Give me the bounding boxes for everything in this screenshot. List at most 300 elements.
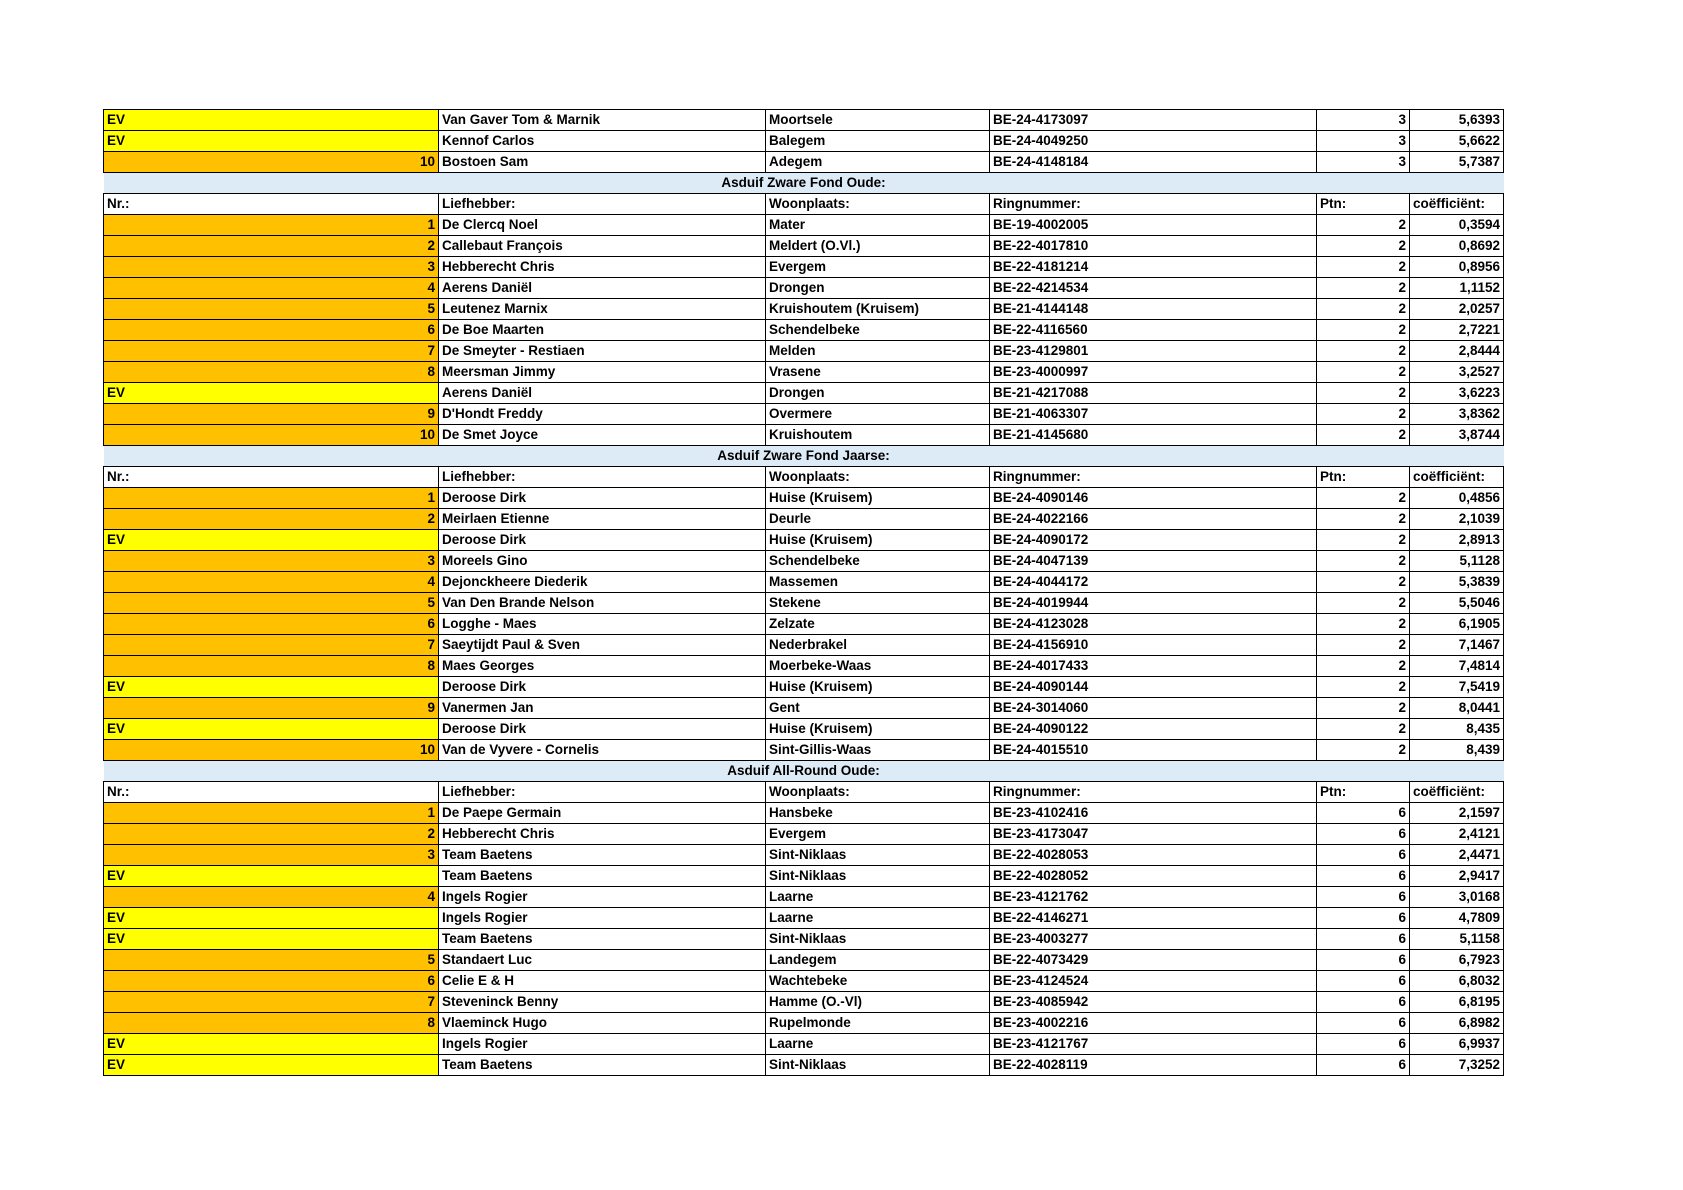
points-cell: 2	[1317, 236, 1410, 257]
rank-cell: 10	[104, 425, 439, 446]
ring-number-cell: BE-21-4144148	[990, 299, 1317, 320]
points-cell: 2	[1317, 215, 1410, 236]
table-row	[104, 404, 1504, 425]
rank-cell: 4	[104, 887, 439, 908]
city-cell: Deurle	[766, 509, 990, 530]
fancier-name-cell: Van de Vyvere - Cornelis	[439, 740, 766, 761]
rank-cell: 4	[104, 278, 439, 299]
city-cell: Huise (Kruisem)	[766, 530, 990, 551]
fancier-name-cell: Maes Georges	[439, 656, 766, 677]
fancier-name-cell: Deroose Dirk	[439, 677, 766, 698]
city-cell: Kruishoutem	[766, 425, 990, 446]
points-cell: 2	[1317, 719, 1410, 740]
table-row	[104, 866, 1504, 887]
ring-number-cell: BE-21-4145680	[990, 425, 1317, 446]
ring-number-cell: BE-24-4090172	[990, 530, 1317, 551]
header-coefficient: coëfficiënt:	[1410, 782, 1504, 803]
table-row	[104, 509, 1504, 530]
fancier-name-cell: Callebaut François	[439, 236, 766, 257]
ring-number-cell: BE-22-4017810	[990, 236, 1317, 257]
fancier-name-cell: Standaert Luc	[439, 950, 766, 971]
rank-cell: EV	[104, 866, 439, 887]
fancier-name-cell: Bostoen Sam	[439, 152, 766, 173]
city-cell: Balegem	[766, 131, 990, 152]
points-cell: 6	[1317, 992, 1410, 1013]
points-cell: 2	[1317, 341, 1410, 362]
city-cell: Vrasene	[766, 362, 990, 383]
table-row	[104, 1013, 1504, 1034]
rank-cell: 9	[104, 698, 439, 719]
coefficient-cell: 7,3252	[1410, 1055, 1504, 1076]
table-row	[104, 572, 1504, 593]
ring-number-cell: BE-24-4156910	[990, 635, 1317, 656]
city-cell: Adegem	[766, 152, 990, 173]
coefficient-cell: 5,1128	[1410, 551, 1504, 572]
fancier-name-cell: Van Gaver Tom & Marnik	[439, 110, 766, 131]
ring-number-cell: BE-24-4047139	[990, 551, 1317, 572]
coefficient-cell: 2,0257	[1410, 299, 1504, 320]
points-cell: 2	[1317, 299, 1410, 320]
header-woonplaats: Woonplaats:	[766, 194, 990, 215]
table-row	[104, 425, 1504, 446]
table-row	[104, 152, 1504, 173]
city-cell: Laarne	[766, 908, 990, 929]
ring-number-cell: BE-24-4090146	[990, 488, 1317, 509]
header-ringnummer: Ringnummer:	[990, 782, 1317, 803]
points-cell: 2	[1317, 362, 1410, 383]
rank-cell: 2	[104, 509, 439, 530]
rank-cell: 8	[104, 656, 439, 677]
rank-cell: 10	[104, 740, 439, 761]
rank-cell: EV	[104, 383, 439, 404]
rank-cell: 6	[104, 320, 439, 341]
ring-number-cell: BE-24-4123028	[990, 614, 1317, 635]
fancier-name-cell: Steveninck Benny	[439, 992, 766, 1013]
fancier-name-cell: Team Baetens	[439, 1055, 766, 1076]
ring-number-cell: BE-22-4214534	[990, 278, 1317, 299]
rank-cell: 1	[104, 215, 439, 236]
coefficient-cell: 8,435	[1410, 719, 1504, 740]
ring-number-cell: BE-22-4181214	[990, 257, 1317, 278]
city-cell: Wachtebeke	[766, 971, 990, 992]
city-cell: Sint-Niklaas	[766, 1055, 990, 1076]
section-title-row	[104, 173, 1504, 194]
points-cell: 2	[1317, 278, 1410, 299]
coefficient-cell: 3,8362	[1410, 404, 1504, 425]
coefficient-cell: 0,8956	[1410, 257, 1504, 278]
table-row	[104, 236, 1504, 257]
city-cell: Drongen	[766, 278, 990, 299]
rank-cell: EV	[104, 1055, 439, 1076]
points-cell: 6	[1317, 1013, 1410, 1034]
city-cell: Evergem	[766, 824, 990, 845]
points-cell: 2	[1317, 698, 1410, 719]
rank-cell: 5	[104, 593, 439, 614]
coefficient-cell: 4,7809	[1410, 908, 1504, 929]
coefficient-cell: 6,8195	[1410, 992, 1504, 1013]
table-row	[104, 257, 1504, 278]
points-cell: 2	[1317, 257, 1410, 278]
coefficient-cell: 2,9417	[1410, 866, 1504, 887]
rank-cell: 3	[104, 845, 439, 866]
points-cell: 2	[1317, 740, 1410, 761]
fancier-name-cell: Deroose Dirk	[439, 530, 766, 551]
points-cell: 2	[1317, 593, 1410, 614]
results-table	[103, 109, 1504, 1076]
ring-number-cell: BE-24-4090122	[990, 719, 1317, 740]
city-cell: Huise (Kruisem)	[766, 719, 990, 740]
ring-number-cell: BE-23-4102416	[990, 803, 1317, 824]
fancier-name-cell: Vlaeminck Hugo	[439, 1013, 766, 1034]
city-cell: Gent	[766, 698, 990, 719]
table-row	[104, 635, 1504, 656]
coefficient-cell: 2,8444	[1410, 341, 1504, 362]
coefficient-cell: 3,0168	[1410, 887, 1504, 908]
rank-cell: 7	[104, 635, 439, 656]
points-cell: 2	[1317, 677, 1410, 698]
ring-number-cell: BE-24-4148184	[990, 152, 1317, 173]
points-cell: 2	[1317, 320, 1410, 341]
points-cell: 2	[1317, 551, 1410, 572]
rank-cell: 6	[104, 614, 439, 635]
rank-cell: EV	[104, 929, 439, 950]
header-coefficient: coëfficiënt:	[1410, 194, 1504, 215]
ring-number-cell: BE-22-4073429	[990, 950, 1317, 971]
fancier-name-cell: Deroose Dirk	[439, 488, 766, 509]
city-cell: Nederbrakel	[766, 635, 990, 656]
ring-number-cell: BE-24-4173097	[990, 110, 1317, 131]
ring-number-cell: BE-24-4017433	[990, 656, 1317, 677]
points-cell: 6	[1317, 929, 1410, 950]
coefficient-cell: 2,4121	[1410, 824, 1504, 845]
coefficient-cell: 0,8692	[1410, 236, 1504, 257]
rank-cell: 2	[104, 236, 439, 257]
fancier-name-cell: Vanermen Jan	[439, 698, 766, 719]
points-cell: 6	[1317, 908, 1410, 929]
fancier-name-cell: Meirlaen Etienne	[439, 509, 766, 530]
coefficient-cell: 1,1152	[1410, 278, 1504, 299]
fancier-name-cell: Van Den Brande Nelson	[439, 593, 766, 614]
rank-cell: 3	[104, 257, 439, 278]
city-cell: Mater	[766, 215, 990, 236]
coefficient-cell: 2,4471	[1410, 845, 1504, 866]
coefficient-cell: 5,5046	[1410, 593, 1504, 614]
coefficient-cell: 5,1158	[1410, 929, 1504, 950]
ring-number-cell: BE-22-4146271	[990, 908, 1317, 929]
rank-cell: EV	[104, 530, 439, 551]
points-cell: 2	[1317, 383, 1410, 404]
ring-number-cell: BE-22-4028053	[990, 845, 1317, 866]
city-cell: Drongen	[766, 383, 990, 404]
ring-number-cell: BE-23-4000997	[990, 362, 1317, 383]
header-nr: Nr.:	[104, 194, 439, 215]
coefficient-cell: 3,2527	[1410, 362, 1504, 383]
fancier-name-cell: Moreels Gino	[439, 551, 766, 572]
coefficient-cell: 7,4814	[1410, 656, 1504, 677]
points-cell: 6	[1317, 950, 1410, 971]
rank-cell: 5	[104, 299, 439, 320]
header-ptn: Ptn:	[1317, 782, 1410, 803]
column-header-row	[104, 782, 1504, 803]
header-coefficient: coëfficiënt:	[1410, 467, 1504, 488]
coefficient-cell: 8,0441	[1410, 698, 1504, 719]
fancier-name-cell: Ingels Rogier	[439, 887, 766, 908]
table-row	[104, 929, 1504, 950]
coefficient-cell: 7,5419	[1410, 677, 1504, 698]
table-row	[104, 530, 1504, 551]
table-row	[104, 341, 1504, 362]
header-woonplaats: Woonplaats:	[766, 467, 990, 488]
fancier-name-cell: Aerens Daniël	[439, 278, 766, 299]
points-cell: 2	[1317, 635, 1410, 656]
fancier-name-cell: De Paepe Germain	[439, 803, 766, 824]
fancier-name-cell: De Smeyter - Restiaen	[439, 341, 766, 362]
points-cell: 6	[1317, 803, 1410, 824]
table-row	[104, 215, 1504, 236]
column-header-row	[104, 194, 1504, 215]
header-woonplaats: Woonplaats:	[766, 782, 990, 803]
coefficient-cell: 2,1039	[1410, 509, 1504, 530]
ring-number-cell: BE-23-4124524	[990, 971, 1317, 992]
coefficient-cell: 0,3594	[1410, 215, 1504, 236]
fancier-name-cell: Kennof Carlos	[439, 131, 766, 152]
ring-number-cell: BE-24-4022166	[990, 509, 1317, 530]
header-nr: Nr.:	[104, 467, 439, 488]
city-cell: Schendelbeke	[766, 551, 990, 572]
coefficient-cell: 5,7387	[1410, 152, 1504, 173]
table-row	[104, 614, 1504, 635]
section-title: Asduif All-Round Oude:	[104, 761, 1504, 782]
header-ptn: Ptn:	[1317, 194, 1410, 215]
section-title-row	[104, 761, 1504, 782]
rank-cell: 8	[104, 1013, 439, 1034]
points-cell: 2	[1317, 656, 1410, 677]
table-row	[104, 110, 1504, 131]
table-row	[104, 845, 1504, 866]
fancier-name-cell: Deroose Dirk	[439, 719, 766, 740]
coefficient-cell: 6,1905	[1410, 614, 1504, 635]
rank-cell: 5	[104, 950, 439, 971]
table-row	[104, 740, 1504, 761]
ring-number-cell: BE-24-3014060	[990, 698, 1317, 719]
city-cell: Rupelmonde	[766, 1013, 990, 1034]
table-row	[104, 908, 1504, 929]
points-cell: 6	[1317, 887, 1410, 908]
rank-cell: 2	[104, 824, 439, 845]
table-row	[104, 698, 1504, 719]
fancier-name-cell: Aerens Daniël	[439, 383, 766, 404]
points-cell: 6	[1317, 1034, 1410, 1055]
points-cell: 3	[1317, 152, 1410, 173]
rank-cell: 8	[104, 362, 439, 383]
fancier-name-cell: Celie E & H	[439, 971, 766, 992]
city-cell: Zelzate	[766, 614, 990, 635]
coefficient-cell: 8,439	[1410, 740, 1504, 761]
rank-cell: EV	[104, 719, 439, 740]
section-title: Asduif Zware Fond Oude:	[104, 173, 1504, 194]
table-row	[104, 131, 1504, 152]
points-cell: 6	[1317, 824, 1410, 845]
table-row	[104, 803, 1504, 824]
points-cell: 3	[1317, 131, 1410, 152]
table-row	[104, 677, 1504, 698]
points-cell: 2	[1317, 509, 1410, 530]
coefficient-cell: 6,8032	[1410, 971, 1504, 992]
header-liefhebber: Liefhebber:	[439, 194, 766, 215]
ring-number-cell: BE-22-4028052	[990, 866, 1317, 887]
fancier-name-cell: De Smet Joyce	[439, 425, 766, 446]
coefficient-cell: 5,6622	[1410, 131, 1504, 152]
ring-number-cell: BE-24-4044172	[990, 572, 1317, 593]
section-title-row	[104, 446, 1504, 467]
city-cell: Kruishoutem (Kruisem)	[766, 299, 990, 320]
table-row	[104, 299, 1504, 320]
table-row	[104, 383, 1504, 404]
ring-number-cell: BE-22-4028119	[990, 1055, 1317, 1076]
results-table-body	[104, 110, 1504, 1076]
fancier-name-cell: Hebberecht Chris	[439, 824, 766, 845]
city-cell: Evergem	[766, 257, 990, 278]
rank-cell: 10	[104, 152, 439, 173]
table-row	[104, 1055, 1504, 1076]
rank-cell: EV	[104, 131, 439, 152]
ring-number-cell: BE-22-4116560	[990, 320, 1317, 341]
table-row	[104, 824, 1504, 845]
ring-number-cell: BE-19-4002005	[990, 215, 1317, 236]
coefficient-cell: 6,7923	[1410, 950, 1504, 971]
section-title: Asduif Zware Fond Jaarse:	[104, 446, 1504, 467]
ring-number-cell: BE-24-4090144	[990, 677, 1317, 698]
ring-number-cell: BE-21-4063307	[990, 404, 1317, 425]
table-row	[104, 887, 1504, 908]
rank-cell: EV	[104, 1034, 439, 1055]
coefficient-cell: 7,1467	[1410, 635, 1504, 656]
points-cell: 2	[1317, 425, 1410, 446]
city-cell: Sint-Niklaas	[766, 929, 990, 950]
header-liefhebber: Liefhebber:	[439, 782, 766, 803]
city-cell: Moortsele	[766, 110, 990, 131]
city-cell: Sint-Gillis-Waas	[766, 740, 990, 761]
table-row	[104, 719, 1504, 740]
fancier-name-cell: Team Baetens	[439, 845, 766, 866]
ring-number-cell: BE-23-4003277	[990, 929, 1317, 950]
table-row	[104, 950, 1504, 971]
coefficient-cell: 6,9937	[1410, 1034, 1504, 1055]
fancier-name-cell: Team Baetens	[439, 929, 766, 950]
rank-cell: 9	[104, 404, 439, 425]
rank-cell: 3	[104, 551, 439, 572]
city-cell: Schendelbeke	[766, 320, 990, 341]
ring-number-cell: BE-24-4049250	[990, 131, 1317, 152]
rank-cell: 7	[104, 992, 439, 1013]
coefficient-cell: 6,8982	[1410, 1013, 1504, 1034]
points-cell: 2	[1317, 530, 1410, 551]
table-row	[104, 992, 1504, 1013]
coefficient-cell: 2,7221	[1410, 320, 1504, 341]
rank-cell: 1	[104, 488, 439, 509]
rank-cell: EV	[104, 110, 439, 131]
table-row	[104, 362, 1504, 383]
ring-number-cell: BE-21-4217088	[990, 383, 1317, 404]
city-cell: Sint-Niklaas	[766, 866, 990, 887]
points-cell: 2	[1317, 404, 1410, 425]
header-liefhebber: Liefhebber:	[439, 467, 766, 488]
city-cell: Meldert (O.Vl.)	[766, 236, 990, 257]
rank-cell: EV	[104, 677, 439, 698]
fancier-name-cell: De Clercq Noel	[439, 215, 766, 236]
coefficient-cell: 2,8913	[1410, 530, 1504, 551]
city-cell: Overmere	[766, 404, 990, 425]
ring-number-cell: BE-24-4019944	[990, 593, 1317, 614]
ring-number-cell: BE-23-4002216	[990, 1013, 1317, 1034]
header-ringnummer: Ringnummer:	[990, 467, 1317, 488]
table-row	[104, 278, 1504, 299]
city-cell: Hansbeke	[766, 803, 990, 824]
fancier-name-cell: Ingels Rogier	[439, 908, 766, 929]
fancier-name-cell: Meersman Jimmy	[439, 362, 766, 383]
points-cell: 6	[1317, 971, 1410, 992]
coefficient-cell: 3,6223	[1410, 383, 1504, 404]
points-cell: 2	[1317, 614, 1410, 635]
city-cell: Huise (Kruisem)	[766, 677, 990, 698]
fancier-name-cell: Hebberecht Chris	[439, 257, 766, 278]
coefficient-cell: 0,4856	[1410, 488, 1504, 509]
city-cell: Hamme (O.-Vl)	[766, 992, 990, 1013]
coefficient-cell: 5,6393	[1410, 110, 1504, 131]
points-cell: 6	[1317, 1055, 1410, 1076]
fancier-name-cell: Saeytijdt Paul & Sven	[439, 635, 766, 656]
city-cell: Sint-Niklaas	[766, 845, 990, 866]
table-row	[104, 1034, 1504, 1055]
points-cell: 6	[1317, 866, 1410, 887]
coefficient-cell: 5,3839	[1410, 572, 1504, 593]
points-cell: 2	[1317, 488, 1410, 509]
city-cell: Melden	[766, 341, 990, 362]
fancier-name-cell: Leutenez Marnix	[439, 299, 766, 320]
rank-cell: EV	[104, 908, 439, 929]
points-cell: 6	[1317, 845, 1410, 866]
rank-cell: 1	[104, 803, 439, 824]
fancier-name-cell: D'Hondt Freddy	[439, 404, 766, 425]
ring-number-cell: BE-23-4121767	[990, 1034, 1317, 1055]
ring-number-cell: BE-23-4129801	[990, 341, 1317, 362]
header-nr: Nr.:	[104, 782, 439, 803]
ring-number-cell: BE-23-4121762	[990, 887, 1317, 908]
fancier-name-cell: Ingels Rogier	[439, 1034, 766, 1055]
city-cell: Stekene	[766, 593, 990, 614]
city-cell: Moerbeke-Waas	[766, 656, 990, 677]
rank-cell: 4	[104, 572, 439, 593]
table-row	[104, 971, 1504, 992]
table-row	[104, 551, 1504, 572]
table-row	[104, 593, 1504, 614]
city-cell: Landegem	[766, 950, 990, 971]
coefficient-cell: 2,1597	[1410, 803, 1504, 824]
fancier-name-cell: Dejonckheere Diederik	[439, 572, 766, 593]
ring-number-cell: BE-23-4173047	[990, 824, 1317, 845]
city-cell: Massemen	[766, 572, 990, 593]
city-cell: Huise (Kruisem)	[766, 488, 990, 509]
header-ptn: Ptn:	[1317, 467, 1410, 488]
table-row	[104, 488, 1504, 509]
rank-cell: 6	[104, 971, 439, 992]
table-row	[104, 320, 1504, 341]
column-header-row	[104, 467, 1504, 488]
city-cell: Laarne	[766, 1034, 990, 1055]
coefficient-cell: 3,8744	[1410, 425, 1504, 446]
fancier-name-cell: De Boe Maarten	[439, 320, 766, 341]
ring-number-cell: BE-24-4015510	[990, 740, 1317, 761]
